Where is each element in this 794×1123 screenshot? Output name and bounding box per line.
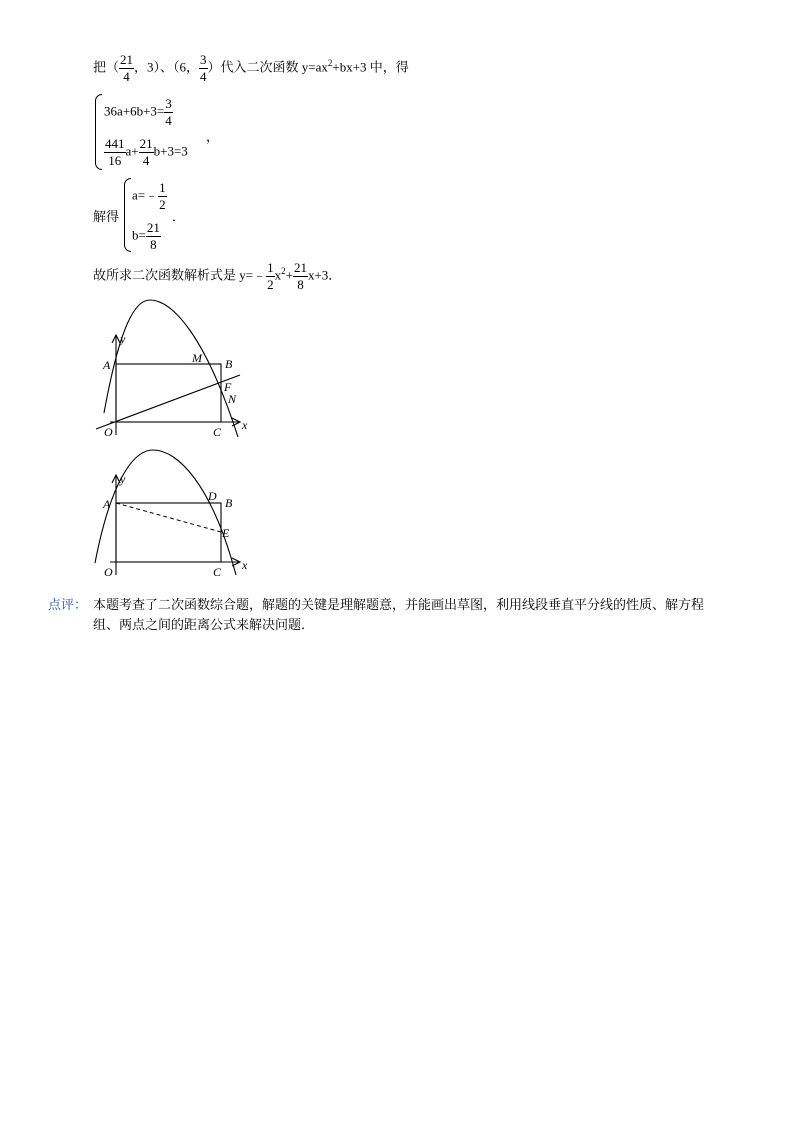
result-x: x xyxy=(274,267,282,283)
label-y: y xyxy=(120,472,126,486)
fraction-441-16 xyxy=(104,136,126,169)
solve-trail: ． xyxy=(172,209,186,224)
result-line xyxy=(93,260,341,293)
frac-den: 4 xyxy=(123,69,130,84)
eq1-left: 36a+6b+3= xyxy=(104,103,165,119)
label-C: C xyxy=(213,565,222,579)
comment-line-2: 组、两点之间的距离公式来解决问题． xyxy=(93,617,315,632)
label-F: F xyxy=(224,380,232,394)
frac-num: 3 xyxy=(165,96,172,111)
line1-prefix: 把（ xyxy=(93,59,120,75)
frac-den: 16 xyxy=(108,153,122,168)
result-plus: + xyxy=(285,267,293,283)
b-left: b= xyxy=(132,227,146,243)
line-through-origin xyxy=(96,375,240,429)
rectangle-OABC xyxy=(116,503,221,562)
solve-label: 解得 xyxy=(93,209,120,224)
fraction-21-4 xyxy=(139,136,154,169)
fraction-1-2 xyxy=(266,260,275,293)
frac-den: 4 xyxy=(200,69,207,84)
label-D: D xyxy=(208,489,217,503)
figure-2 xyxy=(90,445,260,580)
exponent: 2 xyxy=(327,58,333,69)
solution-a xyxy=(132,180,167,213)
line1-suffix: +bx+3 中，得 xyxy=(332,59,409,75)
fraction-21-4 xyxy=(119,52,134,85)
frac-num: 21 xyxy=(146,220,160,235)
frac-num: 1 xyxy=(159,180,166,195)
label-O: O xyxy=(104,565,113,579)
label-y: y xyxy=(120,332,126,346)
label-A: A xyxy=(103,358,111,372)
label-x: x xyxy=(242,418,248,432)
frac-den: 2 xyxy=(159,197,166,212)
substitution-line xyxy=(93,52,409,85)
fraction-21-8 xyxy=(146,220,161,253)
frac-num: 21 xyxy=(139,136,153,151)
comment-label: 点评： xyxy=(48,597,88,612)
result-prefix: 故所求二次函数解析式是 y=﹣ xyxy=(93,267,267,283)
frac-den: 4 xyxy=(142,153,150,168)
frac-den: 2 xyxy=(267,277,274,292)
label-E: E xyxy=(222,526,230,540)
label-N: N xyxy=(228,392,237,406)
rectangle-OABC xyxy=(116,364,221,422)
label-O: O xyxy=(104,425,113,439)
system-brace xyxy=(95,94,102,170)
label-x: x xyxy=(242,558,248,572)
system-trail: ， xyxy=(206,129,220,144)
frac-num: 21 xyxy=(293,260,307,275)
label-B: B xyxy=(225,357,233,371)
frac-den: 4 xyxy=(165,113,172,128)
eq2-mid: a+ xyxy=(125,143,139,159)
exponent: 2 xyxy=(281,266,286,277)
fraction-3-4 xyxy=(199,52,208,85)
frac-num: 21 xyxy=(120,52,134,67)
figure-1 xyxy=(90,295,260,445)
line1-function: ）代入二次函数 y=ax xyxy=(207,59,328,75)
label-B: B xyxy=(225,496,233,510)
fraction-3-4 xyxy=(164,96,173,129)
label-C: C xyxy=(213,425,222,439)
label-A: A xyxy=(103,497,111,511)
fraction-21-8 xyxy=(293,260,308,293)
frac-den: 8 xyxy=(150,237,157,252)
parabola-curve xyxy=(104,300,238,437)
system-eq1 xyxy=(104,96,173,129)
fraction-1-2 xyxy=(158,180,167,213)
solution-brace xyxy=(124,178,131,252)
result-tail: x+3． xyxy=(307,267,342,283)
frac-den: 8 xyxy=(297,277,304,292)
dashed-segment-AE xyxy=(116,503,221,532)
line1-point-rest: ，3）、（6， xyxy=(134,59,200,75)
frac-num: 3 xyxy=(200,52,207,67)
frac-num: 441 xyxy=(105,136,125,151)
frac-num: 1 xyxy=(267,260,274,275)
solution-b xyxy=(132,220,161,253)
comment-line-1: 本题考查了二次函数综合题，解题的关键是理解题意，并能画出草图，利用线段垂直平分线的性质、解方程 xyxy=(93,597,705,612)
eq2-right: b+3=3 xyxy=(153,143,188,159)
system-eq2 xyxy=(104,136,188,169)
a-left: a=﹣ xyxy=(132,187,159,203)
label-M: M xyxy=(192,351,202,365)
